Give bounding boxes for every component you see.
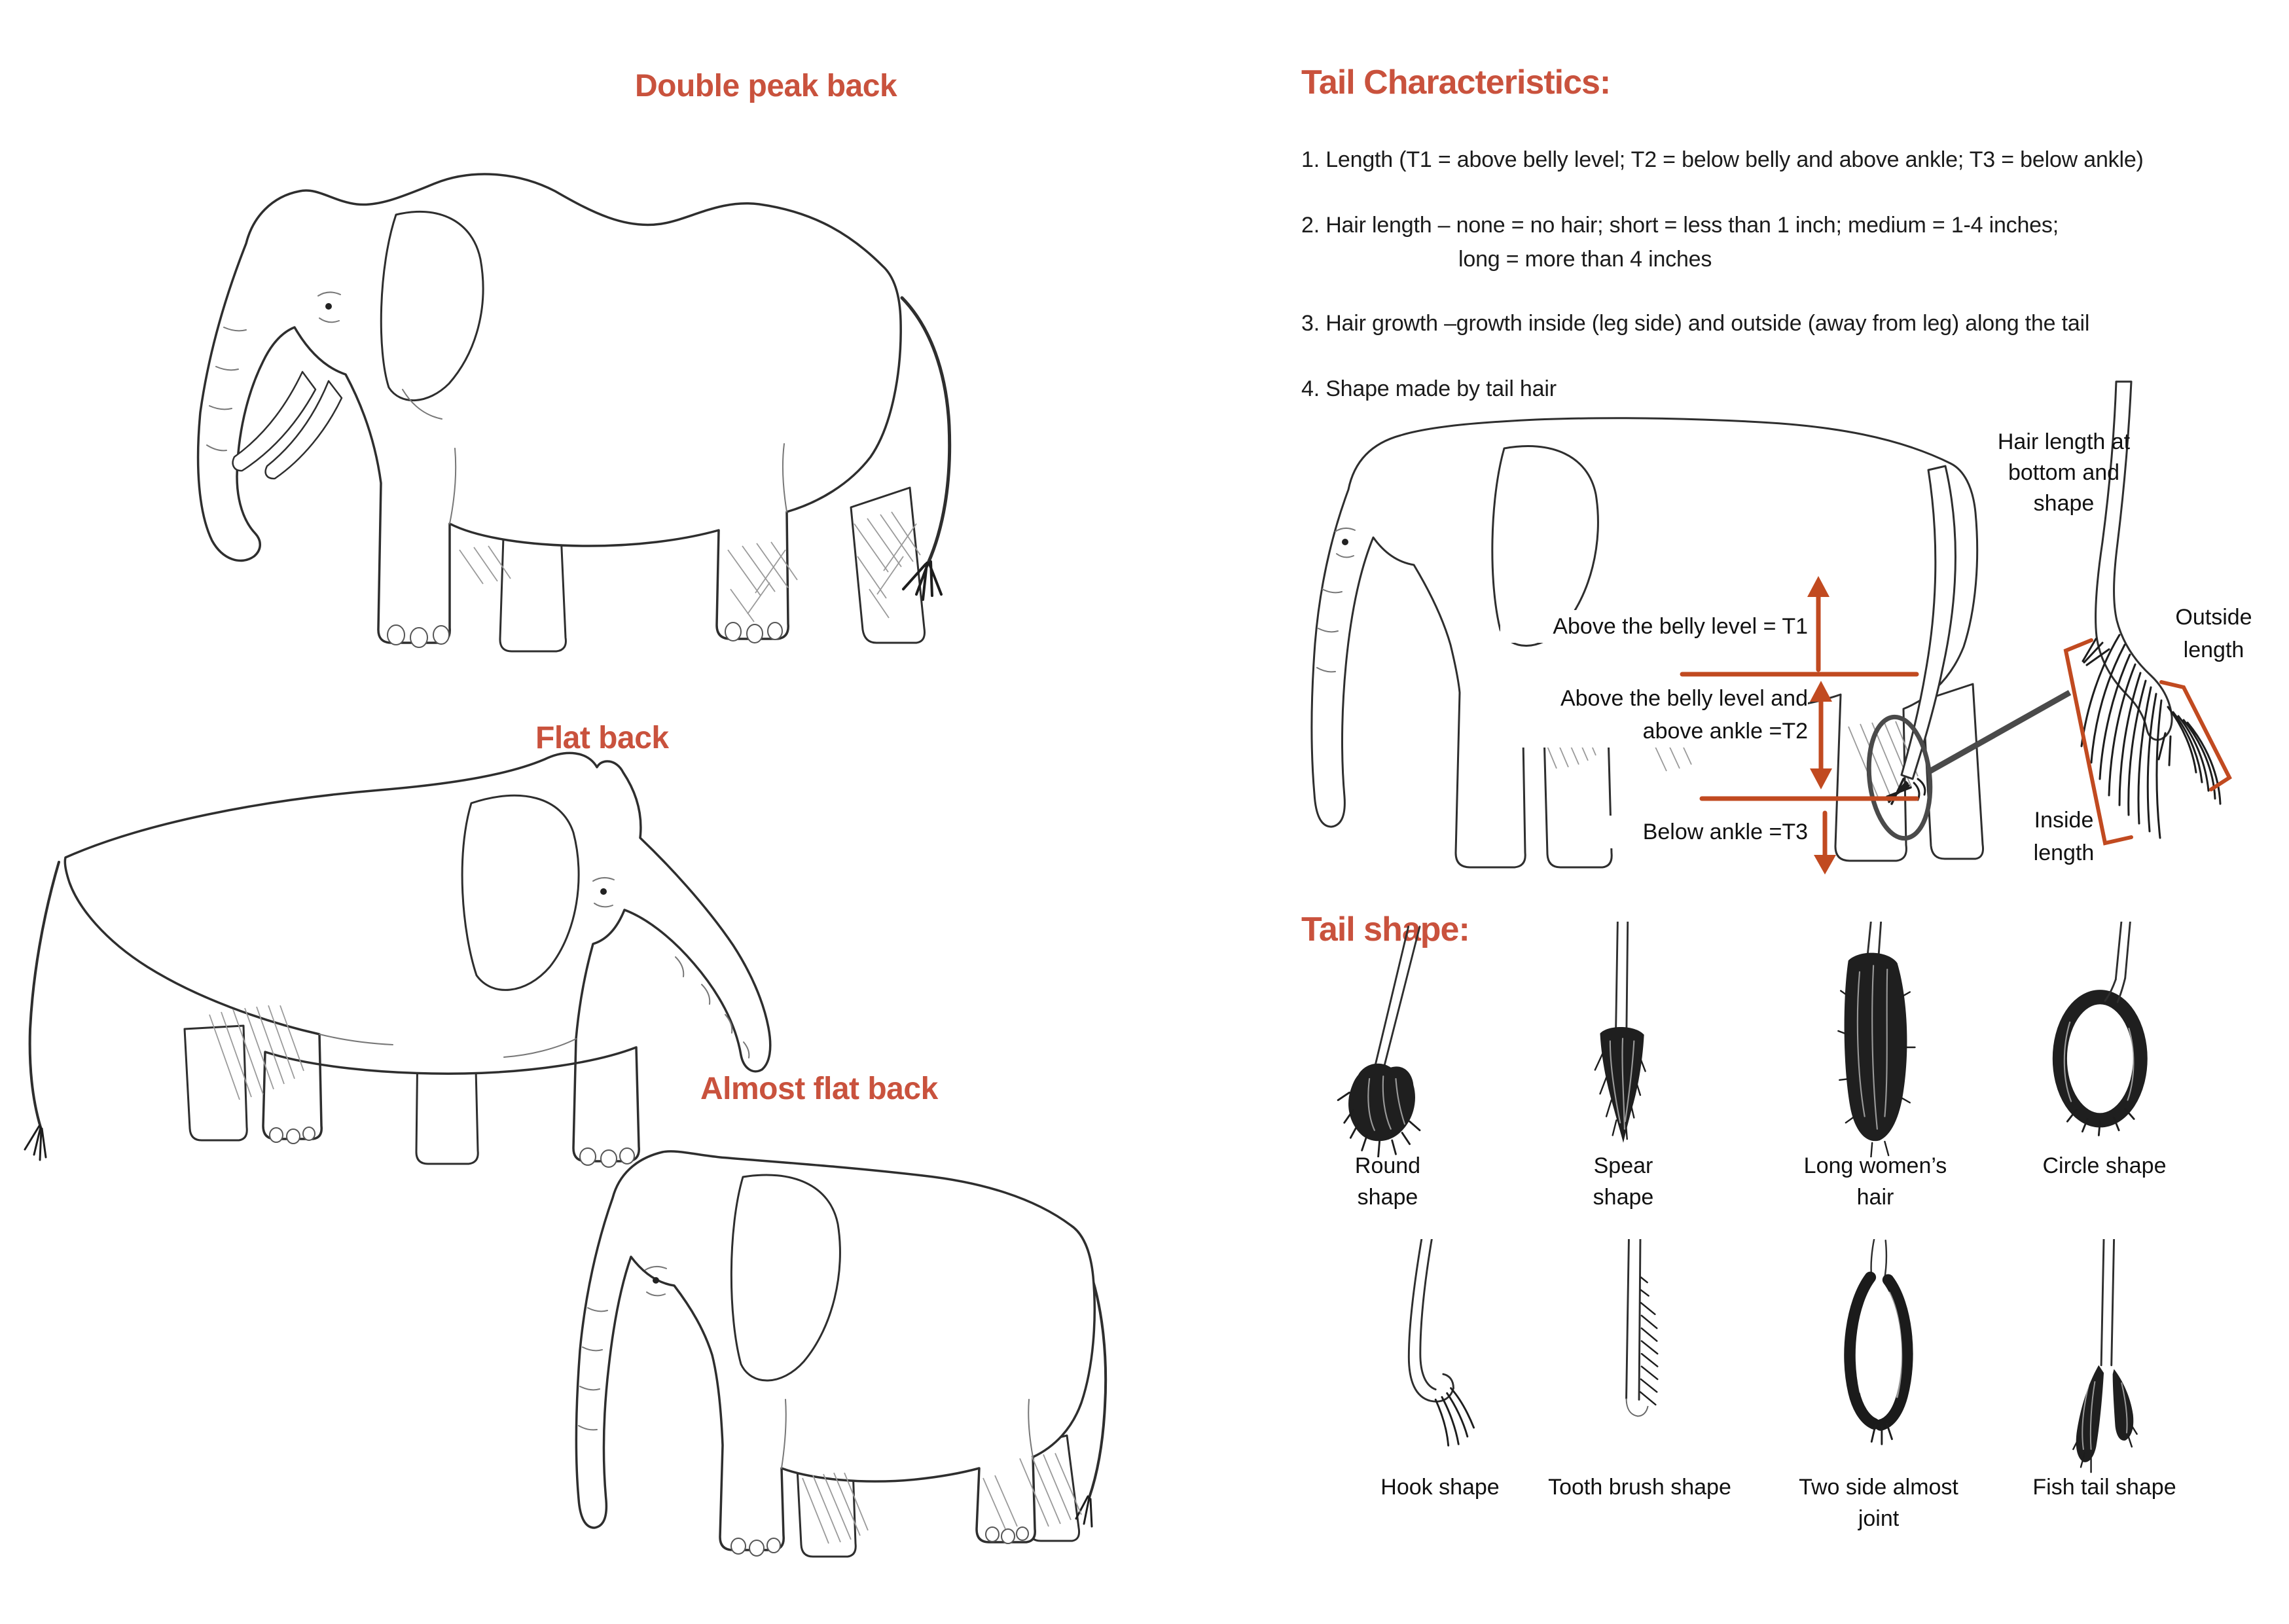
tail-sketch-two-side-almost-joint xyxy=(1797,1239,1960,1475)
label-t2 xyxy=(1492,682,1808,748)
label-t2-line1: Above the belly level and xyxy=(1560,686,1808,711)
elephant-sketch-almost-flat-back xyxy=(517,1111,1116,1573)
label-circle-shape xyxy=(1993,1150,2216,1182)
label-t1: Above the belly level = T1 xyxy=(1500,610,1808,643)
label-t3: Below ankle =T3 xyxy=(1579,816,1808,848)
hair-note-line2: bottom and xyxy=(2008,460,2120,485)
label-two-side-almost-joint xyxy=(1767,1471,1990,1534)
hook-line1: Hook shape xyxy=(1380,1475,1500,1500)
long-line2: hair xyxy=(1856,1185,1894,1210)
tail-sketch-hook-shape xyxy=(1358,1239,1522,1475)
hair-note-line3: shape xyxy=(2033,491,2095,516)
outside-line2: length xyxy=(2183,638,2244,662)
inside-line1: Inside xyxy=(2034,808,2094,833)
twoside-line1: Two side almost xyxy=(1799,1475,1958,1500)
label-inside-length xyxy=(2011,804,2117,869)
circle-line1: Circle shape xyxy=(2042,1153,2167,1178)
tail-item-3: 3. Hair growth –growth inside (leg side) and outside (away from leg) along the tail xyxy=(1301,311,2090,336)
tail-characteristics-title: Tail Characteristics: xyxy=(1301,63,1611,101)
tail-item-2-line1: 2. Hair length – none = no hair; short = less than 1 inch; medium = 1-4 inches; xyxy=(1301,213,2059,238)
label-outside-length xyxy=(2161,601,2266,666)
elephant-sketch-flat-back xyxy=(13,702,782,1176)
elephant-sketch-double-peak-back xyxy=(164,131,995,668)
tail-sketch-tooth-brush-shape xyxy=(1558,1239,1721,1475)
heading-flat-back: Flat back xyxy=(535,721,669,755)
tail-item-1: 1. Length (T1 = above belly level; T2 = below belly and above ankle; T3 = below ankle) xyxy=(1301,147,2144,172)
long-line1: Long women’s xyxy=(1803,1153,1947,1178)
round-line1: Round xyxy=(1354,1153,1421,1178)
round-line2: shape xyxy=(1357,1185,1418,1210)
outside-line1: Outside xyxy=(2175,605,2252,630)
label-fish-tail-shape xyxy=(1993,1471,2216,1503)
heading-almost-flat-back: Almost flat back xyxy=(700,1072,938,1106)
tail-sketch-long-womens-hair xyxy=(1793,922,1957,1157)
fishtail-line1: Fish tail shape xyxy=(2032,1475,2176,1500)
label-tooth-brush-shape xyxy=(1528,1471,1751,1503)
tail-item-2-line2: long = more than 4 inches xyxy=(1458,247,1712,272)
spear-line2: shape xyxy=(1593,1185,1654,1210)
label-t2-line2: above ankle =T2 xyxy=(1642,719,1808,744)
tail-item-4: 4. Shape made by tail hair xyxy=(1301,376,1557,401)
hair-note-line1: Hair length at xyxy=(1997,429,2131,454)
inside-line2: length xyxy=(2033,840,2095,865)
tail-sketch-round-shape xyxy=(1306,922,1469,1157)
label-round-shape xyxy=(1276,1150,1499,1213)
tail-sketch-circle-shape xyxy=(2023,922,2186,1157)
twoside-line2: joint xyxy=(1858,1506,1900,1531)
label-hair-note xyxy=(1975,427,2152,519)
label-long-womens-hair xyxy=(1764,1150,1987,1213)
label-spear-shape xyxy=(1512,1150,1735,1213)
brush-line1: Tooth brush shape xyxy=(1548,1475,1731,1500)
label-hook-shape xyxy=(1329,1471,1551,1503)
spear-line1: Spear xyxy=(1593,1153,1653,1178)
tail-sketch-spear-shape xyxy=(1541,922,1705,1157)
tail-shape-title: Tail shape: xyxy=(1301,911,1469,948)
heading-double-peak-back: Double peak back xyxy=(635,69,897,103)
tail-item-2 xyxy=(1301,208,2270,276)
tail-sketch-fish-tail-shape xyxy=(2023,1239,2186,1475)
